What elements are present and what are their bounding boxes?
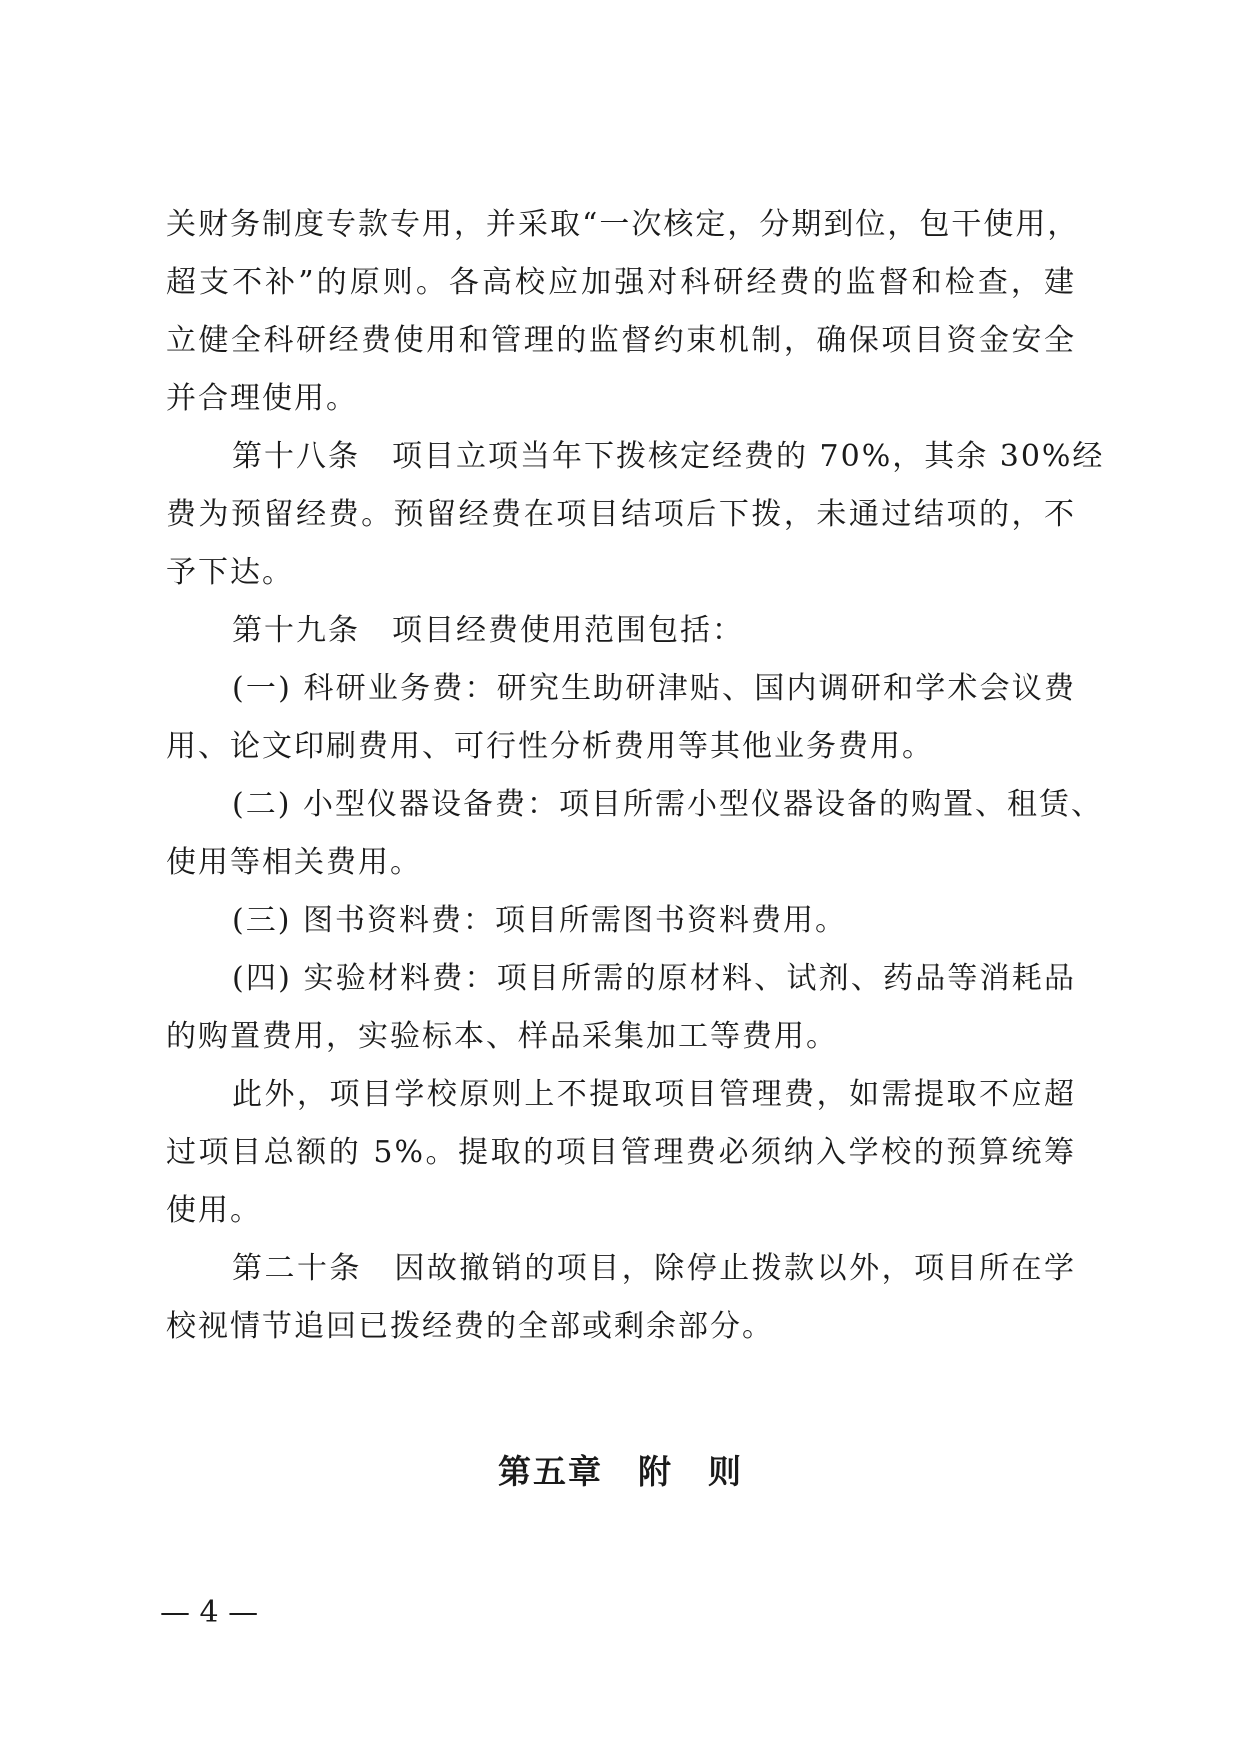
article-18-line-2: 费为预留经费。预留经费在项目结项后下拨，未通过结项的，不: [166, 497, 1076, 532]
body-line-3: 立健全科研经费使用和管理的监督约束机制，确保项目资金安全: [166, 323, 1076, 358]
article-19-item-1-line-2: 用、论文印刷费用、可行性分析费用等其他业务费用。: [166, 729, 934, 764]
article-19-heading: 第十九条 项目经费使用范围包括：: [232, 613, 744, 648]
management-fee-line-1: 此外，项目学校原则上不提取项目管理费，如需提取不应超: [232, 1077, 1076, 1112]
article-20-line-1: 第二十条 因故撤销的项目，除停止拨款以外，项目所在学: [232, 1251, 1076, 1286]
body-line-4: 并合理使用。: [166, 381, 358, 416]
page-number: — 4 —: [160, 1595, 259, 1630]
article-19-item-4-line-2: 的购置费用，实验标本、样品采集加工等费用。: [166, 1019, 838, 1054]
article-19-item-4-line-1: (四) 实验材料费：项目所需的原材料、试剂、药品等消耗品: [232, 961, 1076, 996]
article-18-line-1: 第十八条 项目立项当年下拨核定经费的 70%，其余 30%经: [232, 439, 1105, 474]
body-line-1: 关财务制度专款专用，并采取“一次核定，分期到位，包干使用，: [166, 207, 1080, 242]
article-19-item-1-line-1: (一) 科研业务费：研究生助研津贴、国内调研和学术会议费: [232, 671, 1076, 706]
article-20-line-2: 校视情节追回已拨经费的全部或剩余部分。: [166, 1309, 774, 1344]
management-fee-line-2: 过项目总额的 5%。提取的项目管理费必须纳入学校的预算统筹: [166, 1135, 1076, 1170]
article-19-item-2-line-1: (二) 小型仪器设备费：项目所需小型仪器设备的购置、租赁、: [232, 787, 1103, 822]
article-19-item-2-line-2: 使用等相关费用。: [166, 845, 422, 880]
article-19-item-3: (三) 图书资料费：项目所需图书资料费用。: [232, 903, 847, 938]
article-18-line-3: 予下达。: [166, 555, 294, 590]
chapter-title: 第五章 附 则: [498, 1452, 743, 1491]
management-fee-line-3: 使用。: [166, 1193, 262, 1228]
body-line-2: 超支不补”的原则。各高校应加强对科研经费的监督和检查，建: [166, 265, 1076, 300]
